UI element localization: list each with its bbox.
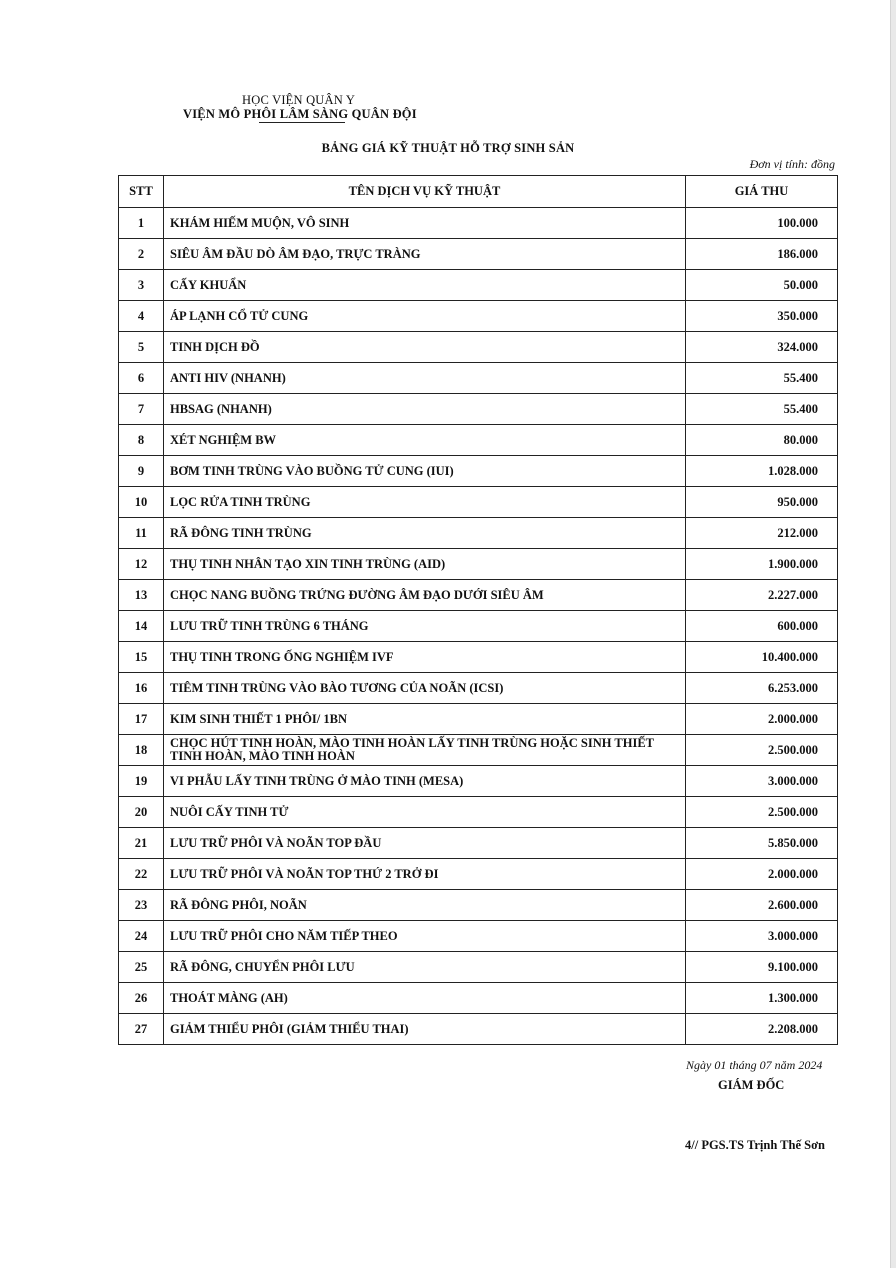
header-underline [259,122,345,123]
table-row [119,394,838,425]
row-stt: 25 [119,952,164,983]
table-row [119,828,838,859]
row-stt: 1 [119,208,164,239]
row-service-name: XÉT NGHIỆM BW [164,425,686,456]
row-price: 950.000 [686,487,838,518]
table-row [119,487,838,518]
document-title: BẢNG GIÁ KỸ THUẬT HỖ TRỢ SINH SẢN [321,141,575,155]
table-row [119,1014,838,1045]
table-row [119,549,838,580]
row-price: 2.500.000 [686,797,838,828]
row-service-name: LƯU TRỮ PHÔI CHO NĂM TIẾP THEO [164,921,686,952]
row-service-name: LƯU TRỮ PHÔI VÀ NOÃN TOP THỨ 2 TRỞ ĐI [164,859,686,890]
row-price: 186.000 [686,239,838,270]
row-price: 1.028.000 [686,456,838,487]
row-service-name: CẤY KHUẨN [164,270,686,301]
row-price: 2.000.000 [686,859,838,890]
row-service-name: GIẢM THIỂU PHÔI (GIẢM THIỂU THAI) [164,1014,686,1045]
row-service-name: LƯU TRỮ PHÔI VÀ NOÃN TOP ĐẦU [164,828,686,859]
row-price: 55.400 [686,394,838,425]
row-stt: 18 [119,735,164,766]
row-price: 6.253.000 [686,673,838,704]
row-service-name: KHÁM HIẾM MUỘN, VÔ SINH [164,208,686,239]
table-row [119,363,838,394]
row-service-name: HBSAG (NHANH) [164,394,686,425]
row-stt: 16 [119,673,164,704]
table-row [119,270,838,301]
row-service-name: CHỌC NANG BUỒNG TRỨNG ĐƯỜNG ÂM ĐẠO DƯỚI SIÊU ÂM [164,580,686,611]
row-service-name: RÃ ĐÔNG TINH TRÙNG [164,518,686,549]
row-stt: 19 [119,766,164,797]
row-stt: 3 [119,270,164,301]
institute-name [183,107,417,122]
row-stt: 13 [119,580,164,611]
org-name: HỌC VIỆN QUÂN Y [242,93,356,107]
row-stt: 10 [119,487,164,518]
row-stt: 6 [119,363,164,394]
table-row [119,735,838,766]
table-row [119,301,838,332]
row-service-name: VI PHẪU LẤY TINH TRÙNG Ở MÀO TINH (MESA) [164,766,686,797]
row-service-name: BƠM TINH TRÙNG VÀO BUỒNG TỬ CUNG (IUI) [164,456,686,487]
row-price: 324.000 [686,332,838,363]
row-price: 2.000.000 [686,704,838,735]
table-row [119,518,838,549]
row-price: 2.208.000 [686,1014,838,1045]
row-price: 3.000.000 [686,921,838,952]
column-header-stt: STT [119,176,164,208]
institute-name-text: VIỆN MÔ PHÔI LÂM SÀNG QUÂN ĐỘI [183,107,417,121]
row-service-name: SIÊU ÂM ĐẦU DÒ ÂM ĐẠO, TRỰC TRÀNG [164,239,686,270]
row-stt: 2 [119,239,164,270]
row-price: 350.000 [686,301,838,332]
table-row [119,425,838,456]
table-row [119,797,838,828]
row-service-name: TINH DỊCH ĐỒ [164,332,686,363]
table-row [119,611,838,642]
row-price: 10.400.000 [686,642,838,673]
table-row [119,766,838,797]
row-service-name: THỤ TINH TRONG ỐNG NGHIỆM IVF [164,642,686,673]
row-stt: 17 [119,704,164,735]
table-row [119,580,838,611]
signing-date: Ngày 01 tháng 07 năm 2024 [686,1058,823,1072]
row-stt: 4 [119,301,164,332]
row-price: 3.000.000 [686,766,838,797]
row-price: 80.000 [686,425,838,456]
row-price: 600.000 [686,611,838,642]
row-price: 5.850.000 [686,828,838,859]
page-edge [890,0,896,1268]
table-row [119,642,838,673]
row-stt: 12 [119,549,164,580]
row-stt: 14 [119,611,164,642]
row-price: 1.300.000 [686,983,838,1014]
row-service-name: THOÁT MÀNG (AH) [164,983,686,1014]
row-price: 2.600.000 [686,890,838,921]
row-price: 212.000 [686,518,838,549]
row-price: 50.000 [686,270,838,301]
table-row [119,673,838,704]
row-price: 100.000 [686,208,838,239]
price-table [118,175,838,1045]
row-stt: 21 [119,828,164,859]
row-service-name: LỌC RỬA TINH TRÙNG [164,487,686,518]
table-row [119,859,838,890]
row-stt: 7 [119,394,164,425]
row-service-name: LƯU TRỮ TINH TRÙNG 6 THÁNG [164,611,686,642]
row-price: 1.900.000 [686,549,838,580]
row-price: 55.400 [686,363,838,394]
table-header-row [119,176,838,208]
row-price: 2.500.000 [686,735,838,766]
row-stt: 9 [119,456,164,487]
row-stt: 5 [119,332,164,363]
row-stt: 8 [119,425,164,456]
table-row [119,921,838,952]
table-row [119,890,838,921]
table-row [119,239,838,270]
row-service-name: KIM SINH THIẾT 1 PHÔI/ 1BN [164,704,686,735]
row-service-name: ÁP LẠNH CỔ TỬ CUNG [164,301,686,332]
row-service-name: CHỌC HÚT TINH HOÀN, MÀO TINH HOÀN LẤY TINH TRÙNG HOẶC SINH THIẾT TINH HOÀN, MÀO TINH HOÀN [164,735,686,766]
row-service-name: RÃ ĐÔNG, CHUYỂN PHÔI LƯU [164,952,686,983]
row-service-name: THỤ TINH NHÂN TẠO XIN TINH TRÙNG (AID) [164,549,686,580]
table-row [119,983,838,1014]
row-stt: 22 [119,859,164,890]
row-stt: 23 [119,890,164,921]
row-stt: 26 [119,983,164,1014]
row-service-name: RÃ ĐÔNG PHÔI, NOÃN [164,890,686,921]
row-service-name: NUÔI CẤY TINH TỬ [164,797,686,828]
signer-name: 4// PGS.TS Trịnh Thế Sơn [685,1138,825,1152]
row-stt: 20 [119,797,164,828]
table-row [119,332,838,363]
table-row [119,208,838,239]
row-stt: 24 [119,921,164,952]
unit-note: Đơn vị tính: đồng [749,157,835,171]
column-header-price: GIÁ THU [686,176,838,208]
row-stt: 15 [119,642,164,673]
table-row [119,952,838,983]
signer-role: GIÁM ĐỐC [718,1078,785,1092]
row-price: 9.100.000 [686,952,838,983]
table-row [119,704,838,735]
row-service-name: ANTI HIV (NHANH) [164,363,686,394]
row-stt: 11 [119,518,164,549]
row-price: 2.227.000 [686,580,838,611]
row-service-name: TIÊM TINH TRÙNG VÀO BÀO TƯƠNG CỦA NOÃN (ICSI) [164,673,686,704]
table-row [119,456,838,487]
row-stt: 27 [119,1014,164,1045]
column-header-service: TÊN DỊCH VỤ KỸ THUẬT [164,176,686,208]
